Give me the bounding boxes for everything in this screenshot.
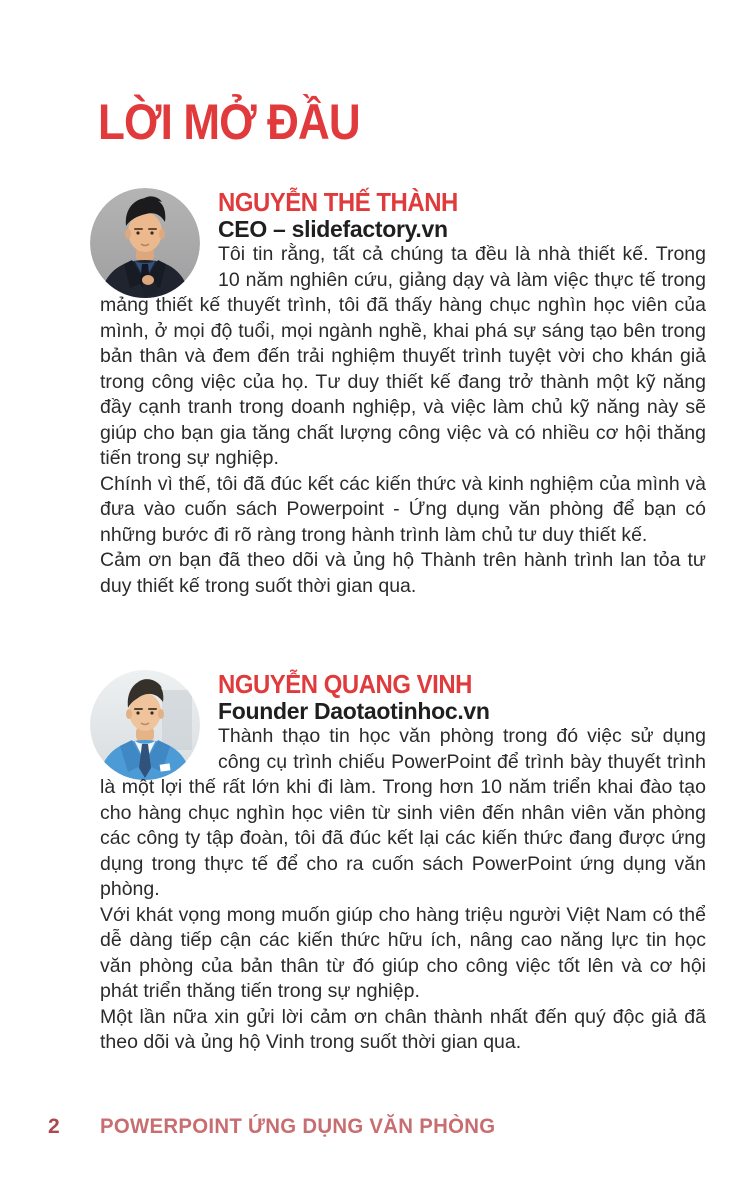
author-name: NGUYỄN QUANG VINH bbox=[218, 669, 472, 699]
author-bio bbox=[100, 242, 706, 599]
author-section-vinh bbox=[100, 670, 706, 1056]
bio-paragraph: Một lần nữa xin gửi lời cảm ơn chân thành nhất đến quý độc giả đã theo dõi và ủng hộ Vinh trong suốt thời gian qua. bbox=[100, 1005, 706, 1053]
bio-paragraph: Với khát vọng mong muốn giúp cho hàng triệu người Việt Nam có thể dễ dàng tiếp cận các kiến thức hữu ích, nâng cao năng lực tin học văn phòng của bản thân từ đó giúp cho công việc tốt lên và cơ hội phát triển thăng tiến trong sự nghiệp. bbox=[100, 903, 706, 1002]
author-role: CEO – slidefactory.vn bbox=[218, 216, 448, 242]
page-footer bbox=[0, 1114, 756, 1144]
footer-title: POWERPOINT ỨNG DỤNG VĂN PHÒNG bbox=[100, 1115, 496, 1138]
author-bio bbox=[100, 724, 706, 1056]
author-photo-thanh bbox=[90, 188, 200, 298]
bio-paragraph: Tôi tin rằng, tất cả chúng ta đều là nhà thiết kế. Trong 10 năm nghiên cứu, giảng dạy và làm việc thực tế trong mảng thiết kế thuyết trình, tôi đã thấy hàng chục nghìn học viên của mình, ở mọi độ tuổi, mọi ngành nghề, khai phá sự sáng tạo bên trong bản thân và đem đến trải nghiệm thuyết trình tuyệt vời cho khán giả trong công việc của họ. Tư duy thiết kế đang trở thành một kỹ năng đầy cạnh tranh trong doanh nghiệp, và việc làm chủ kỹ năng này sẽ giúp cho bạn gia tăng chất lượng công việc và có nhiều cơ hội thăng tiến trong sự nghiệp. bbox=[100, 243, 706, 469]
bio-paragraph: Chính vì thế, tôi đã đúc kết các kiến thức và kinh nghiệm của mình và đưa vào cuốn sách Powerpoint - Ứng dụng văn phòng để bạn có những bước đi rõ ràng trong hành trình làm chủ tư duy thiết kế. bbox=[100, 472, 706, 546]
page-number: 2 bbox=[48, 1115, 60, 1138]
bio-paragraph: Cảm ơn bạn đã theo dõi và ủng hộ Thành trên hành trình lan tỏa tư duy thiết kế trong suốt thời gian qua. bbox=[100, 549, 706, 597]
bio-paragraph: Thành thạo tin học văn phòng trong đó việc sử dụng công cụ trình chiếu PowerPoint để trình bày thuyết trình là một lợi thế rất lớn khi đi làm. Trong hơn 10 năm triển khai đào tạo cho hàng chục nghìn học viên từ sinh viên đến nhân viên văn phòng các công ty tập đoàn, tôi đã đúc kết lại các kiến thức đang được ứng dụng trong thực tế để cho ra cuốn sách PowerPoint ứng dụng văn phòng. bbox=[100, 725, 706, 900]
portrait-man-dark-suit-icon bbox=[90, 188, 200, 298]
page-title: LỜI MỞ ĐẦU bbox=[98, 94, 360, 150]
portrait-man-blue-suit-icon bbox=[90, 670, 200, 780]
author-name: NGUYỄN THẾ THÀNH bbox=[218, 187, 458, 217]
author-section-thanh bbox=[100, 188, 706, 599]
author-role: Founder Daotaotinhoc.vn bbox=[218, 698, 490, 724]
author-photo-vinh bbox=[90, 670, 200, 780]
